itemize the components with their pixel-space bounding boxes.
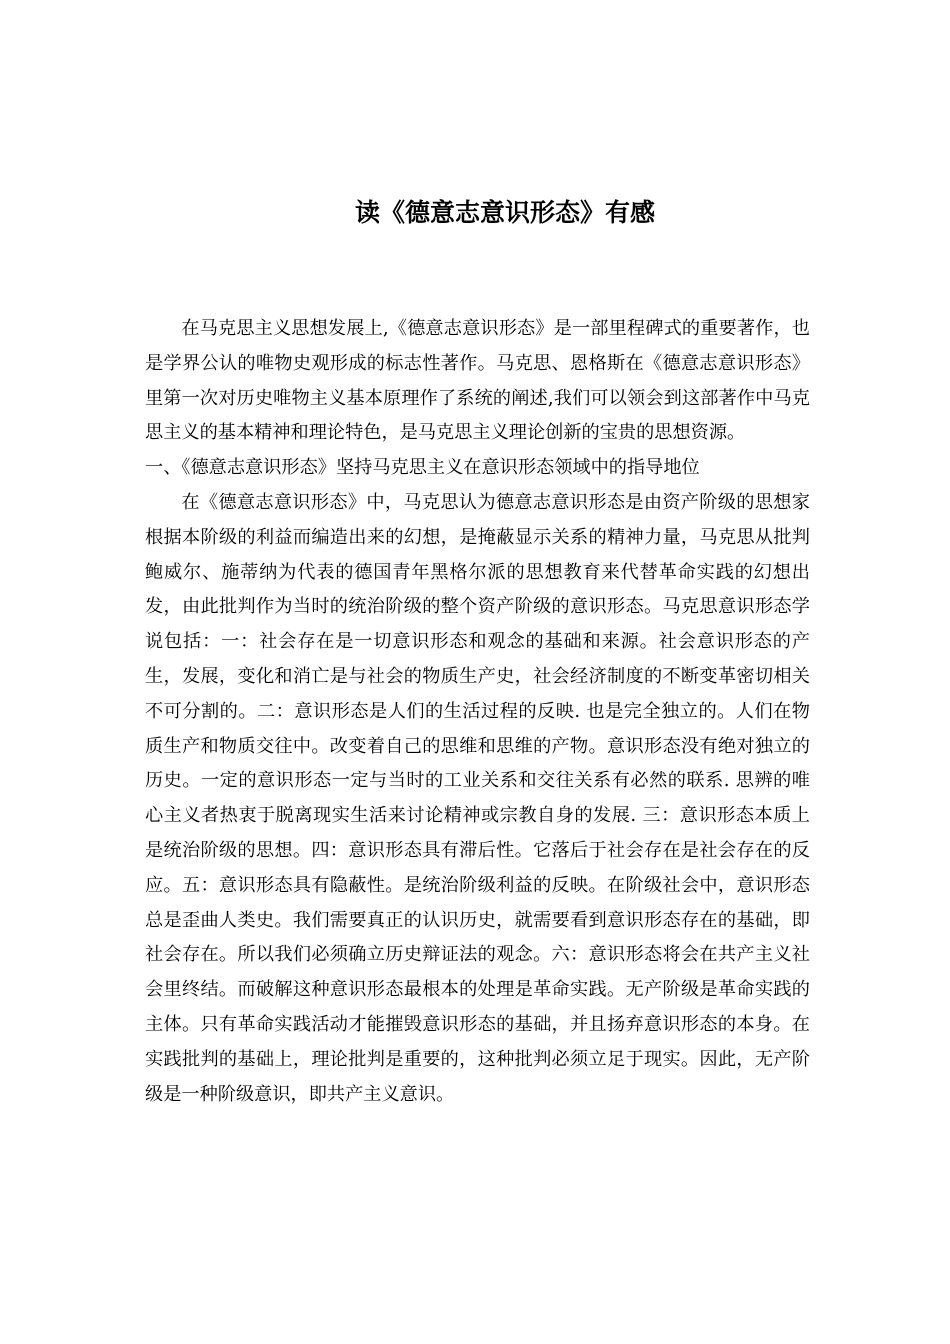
section-heading-1: 一、《德意志意识形态》坚持马克思主义在意识形态领域中的指导地位 (145, 457, 700, 479)
section-1-paragraph: 在《德意志意识形态》中，马克思认为德意志意识形态是由资产阶级的思想家根据本阶级的利益而编造出来的幻想，是掩蔽显示关系的精神力量，马克思从批判鲍威尔、施蒂纳为代表的德国青年黑格尔派的思想教育来代替革命实践的幻想出发，由此批判作为当时的统治阶级的整个资产阶级的意识形态。马克思意识形态学说包括：一：社会存在是一切意识形态和观念的基础和来源。社会意识形态的产生，发展，变化和消亡是与社会的物质生产史，社会经济制度的不断变革密切相关不可分割的。二：意识形态是人们的生活过程的反映. 也是完全独立的。人们在物质生产和物质交往中。改变着自己的思维和思维的产物。意识形态没有绝对独立的历史。一定的意识形态一定与当时的工业关系和交往关系有必然的联系. 思辨的唯心主义者热衷于脱离现实生活来讨论精神或宗教自身的发展. 三：意识形态本质上是统治阶级的思想。四：意识形态具有滞后性。它落后于社会存在是社会存在的反应。五：意识形态具有隐蔽性。是统治阶级利益的反映。在阶级社会中，意识形态总是歪曲人类史。我们需要真正的认识历史，就需要看到意识形态存在的基础，即社会存在。所以我们必须确立历史辩证法的观念。六：意识形态将会在共产主义社会里终结。而破解这种意识形态最根本的处理是革命实践。无产阶级是革命实践的主体。只有革命实践活动才能摧毁意识形态的基础，并且扬弃意识形态的本身。在实践批判的基础上，理论批判是重要的，这种批判必须立足于现实。因此，无产阶级是一种阶级意识，即共产主义意识。 (145, 491, 810, 1105)
document-title: 读《德意志意识形态》有感 (354, 198, 655, 227)
intro-paragraph: 在马克思主义思想发展上,《德意志意识形态》是一部里程碑式的重要著作，也是学界公认的唯物史观形成的标志性著作。马克思、恩格斯在《德意志意识形态》里第一次对历史唯物主义基本原理作了系统的阐述,我们可以领会到这部著作中马克思主义的基本精神和理论特色，是马克思主义理论创新的宝贵的思想资源。 (145, 318, 810, 444)
document-body (145, 312, 810, 1112)
